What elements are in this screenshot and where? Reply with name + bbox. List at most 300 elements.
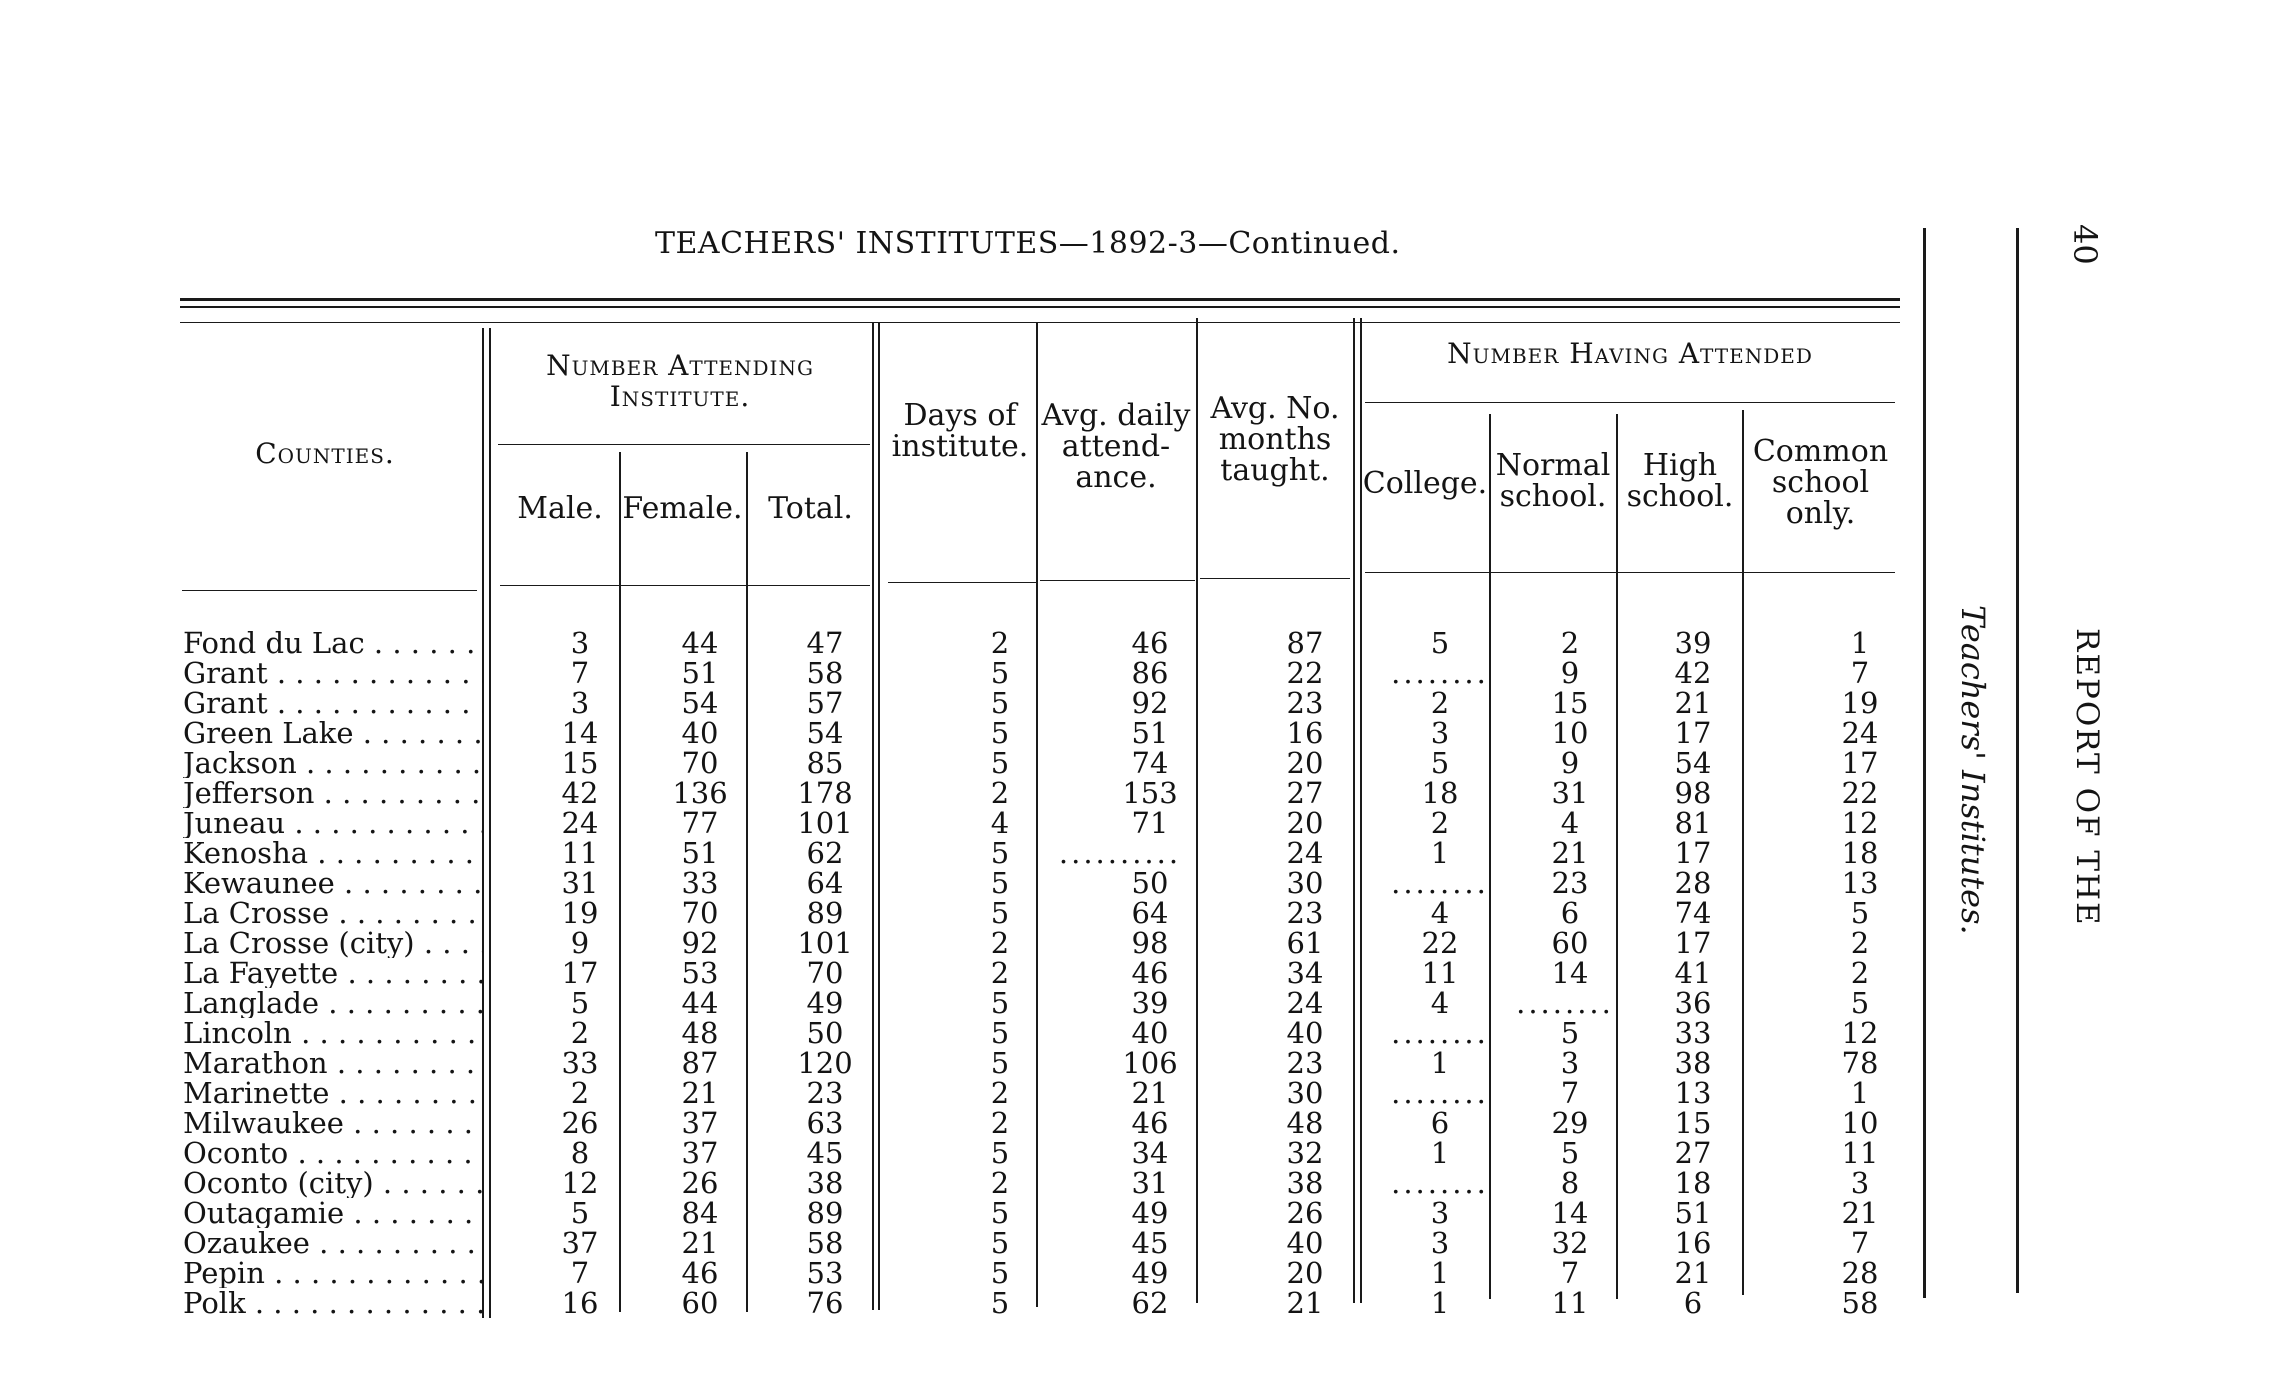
county-name: Marathon . . . (183, 1048, 483, 1078)
table-row (0, 778, 1920, 808)
page-number: 40 (2066, 224, 2104, 265)
avg-months-value: 48 (1286, 1106, 1324, 1140)
college-value: 3 (1430, 1226, 1450, 1260)
table-row (0, 718, 1920, 748)
common-value: 13 (1841, 866, 1879, 900)
female-value: 26 (681, 1166, 719, 1200)
college-value: ........ (1391, 866, 1489, 900)
high-value: 98 (1674, 776, 1712, 810)
avg-daily-value: 51 (1131, 716, 1169, 750)
common-value: 12 (1841, 806, 1879, 840)
total-header: Total. (768, 491, 853, 526)
table-row (0, 1078, 1920, 1108)
common-value: 7 (1850, 1226, 1870, 1260)
normal-value: 5 (1560, 1136, 1580, 1170)
female-value: 46 (681, 1256, 719, 1290)
college-value: 3 (1430, 716, 1450, 750)
college-value: 18 (1421, 776, 1459, 810)
college-value: 3 (1430, 1196, 1450, 1230)
avg-daily-value: 153 (1122, 776, 1178, 810)
county-name: Lincoln . . . (183, 1018, 483, 1048)
avg-months-value: 20 (1286, 1256, 1324, 1290)
table-row (0, 898, 1920, 928)
college-value: 2 (1430, 686, 1450, 720)
high-value: 21 (1674, 686, 1712, 720)
avg-daily-value: 40 (1131, 1016, 1169, 1050)
common-value: 2 (1850, 956, 1870, 990)
high-value: 36 (1674, 986, 1712, 1020)
high-value: 17 (1674, 926, 1712, 960)
total-value: 23 (806, 1076, 844, 1110)
avg-daily-value: 98 (1131, 926, 1169, 960)
county-name: Ozaukee . . . (183, 1228, 483, 1258)
days-value: 5 (990, 866, 1010, 900)
common-value: 1 (1850, 626, 1870, 660)
days-value: 5 (990, 716, 1010, 750)
high-value: 15 (1674, 1106, 1712, 1140)
days-value: 2 (990, 956, 1010, 990)
days-value: 5 (990, 896, 1010, 930)
table-row (0, 1048, 1920, 1078)
male-value: 31 (561, 866, 599, 900)
normal-header: Normal school. (1495, 448, 1611, 514)
days-value: 5 (990, 1046, 1010, 1080)
days-value: 5 (990, 1256, 1010, 1290)
female-value: 51 (681, 656, 719, 690)
college-value: 5 (1430, 746, 1450, 780)
common-value: 24 (1841, 716, 1879, 750)
avg-months-value: 24 (1286, 836, 1324, 870)
common-value: 78 (1841, 1046, 1879, 1080)
normal-value: 9 (1560, 746, 1580, 780)
county-name: La Fayette . . . (183, 958, 483, 988)
total-value: 89 (806, 1196, 844, 1230)
total-value: 85 (806, 746, 844, 780)
days-value: 2 (990, 776, 1010, 810)
male-value: 15 (561, 746, 599, 780)
common-value: 3 (1850, 1166, 1870, 1200)
section-running-head: Teachers' Institutes. (1954, 605, 1992, 935)
high-value: 6 (1683, 1286, 1703, 1320)
avg-months-value: 20 (1286, 746, 1324, 780)
normal-value: 15 (1551, 686, 1589, 720)
avg-months-value: 23 (1286, 686, 1324, 720)
avg-months-value: 16 (1286, 716, 1324, 750)
top-rule (180, 298, 1900, 301)
normal-value: 3 (1560, 1046, 1580, 1080)
table-row (0, 868, 1920, 898)
common-value: 1 (1850, 1076, 1870, 1110)
female-value: 136 (672, 776, 728, 810)
female-value: 87 (681, 1046, 719, 1080)
header-bottom-rule-months (1200, 578, 1350, 579)
county-name: Milwaukee . . . (183, 1108, 483, 1138)
attending-sub-rule (498, 444, 870, 445)
college-value: ........ (1391, 1016, 1489, 1050)
avg-months-value: 61 (1286, 926, 1324, 960)
avg-months-value: 24 (1286, 986, 1324, 1020)
common-value: 2 (1850, 926, 1870, 960)
total-value: 64 (806, 866, 844, 900)
normal-value: 2 (1560, 626, 1580, 660)
county-name: Pepin . . . (183, 1258, 483, 1288)
high-value: 27 (1674, 1136, 1712, 1170)
female-value: 37 (681, 1136, 719, 1170)
male-value: 11 (561, 836, 599, 870)
right-border-rule (1923, 228, 1926, 1298)
male-value: 16 (561, 1286, 599, 1320)
high-value: 28 (1674, 866, 1712, 900)
county-name: Kenosha . . . (183, 838, 483, 868)
avg-months-value: 27 (1286, 776, 1324, 810)
total-value: 45 (806, 1136, 844, 1170)
avg-months-value: 23 (1286, 1046, 1324, 1080)
high-value: 54 (1674, 746, 1712, 780)
normal-value: 14 (1551, 956, 1589, 990)
days-header: Days of institute. (891, 398, 1029, 464)
female-value: 60 (681, 1286, 719, 1320)
avg-daily-value: 46 (1131, 626, 1169, 660)
avg-daily-value: 34 (1131, 1136, 1169, 1170)
avg-daily-value: 86 (1131, 656, 1169, 690)
female-value: 92 (681, 926, 719, 960)
avg-daily-value: 46 (1131, 956, 1169, 990)
days-value: 2 (990, 1106, 1010, 1140)
male-value: 8 (570, 1136, 590, 1170)
normal-value: 11 (1551, 1286, 1589, 1320)
county-name: Langlade . . . (183, 988, 483, 1018)
days-value: 5 (990, 656, 1010, 690)
high-value: 39 (1674, 626, 1712, 660)
table-row (0, 1138, 1920, 1168)
female-value: 21 (681, 1226, 719, 1260)
normal-value: ........ (1516, 986, 1614, 1020)
common-value: 58 (1841, 1286, 1879, 1320)
college-value: 1 (1430, 836, 1450, 870)
avg-months-value: 23 (1286, 896, 1324, 930)
avg-daily-value: 62 (1131, 1286, 1169, 1320)
college-value: 2 (1430, 806, 1450, 840)
female-value: 48 (681, 1016, 719, 1050)
table-row (0, 1198, 1920, 1228)
avg-months-value: 34 (1286, 956, 1324, 990)
county-name: Fond du Lac . . . (183, 628, 483, 658)
high-value: 18 (1674, 1166, 1712, 1200)
county-name: Kewaunee . . . (183, 868, 483, 898)
county-name: Juneau . . . (183, 808, 483, 838)
college-value: 22 (1421, 926, 1459, 960)
avg-daily-value: 45 (1131, 1226, 1169, 1260)
table-row (0, 1288, 1920, 1318)
male-value: 26 (561, 1106, 599, 1140)
table-row (0, 1108, 1920, 1138)
days-value: 5 (990, 1196, 1010, 1230)
normal-value: 23 (1551, 866, 1589, 900)
days-value: 5 (990, 1286, 1010, 1320)
total-value: 58 (806, 1226, 844, 1260)
high-value: 81 (1674, 806, 1712, 840)
table-row (0, 1018, 1920, 1048)
college-value: 1 (1430, 1046, 1450, 1080)
avg-daily-value: 39 (1131, 986, 1169, 1020)
college-value: 1 (1430, 1136, 1450, 1170)
days-value: 5 (990, 836, 1010, 870)
county-name: Polk . . . (183, 1288, 483, 1318)
avg-daily-value: 21 (1131, 1076, 1169, 1110)
avg-months-header: Avg. No. months taught. (1210, 391, 1340, 488)
female-value: 51 (681, 836, 719, 870)
female-value: 77 (681, 806, 719, 840)
total-value: 70 (806, 956, 844, 990)
high-header: High school. (1626, 448, 1734, 514)
normal-value: 60 (1551, 926, 1589, 960)
male-value: 7 (570, 1256, 590, 1290)
avg-daily-header: Avg. daily attend-ance. (1041, 398, 1191, 495)
male-value: 17 (561, 956, 599, 990)
table-row (0, 958, 1920, 988)
normal-value: 29 (1551, 1106, 1589, 1140)
county-name: Oconto (city) . . . (183, 1168, 483, 1198)
college-value: 5 (1430, 626, 1450, 660)
normal-value: 32 (1551, 1226, 1589, 1260)
number-having-header: Number Having Attended (1447, 337, 1813, 370)
avg-daily-value: 31 (1131, 1166, 1169, 1200)
normal-value: 6 (1560, 896, 1580, 930)
high-value: 13 (1674, 1076, 1712, 1110)
college-value: 1 (1430, 1286, 1450, 1320)
avg-daily-value: 49 (1131, 1256, 1169, 1290)
total-value: 89 (806, 896, 844, 930)
high-value: 17 (1674, 836, 1712, 870)
male-value: 7 (570, 656, 590, 690)
avg-daily-value: .......... (1058, 836, 1182, 870)
college-value: 1 (1430, 1256, 1450, 1290)
table-row (0, 1228, 1920, 1258)
common-value: 10 (1841, 1106, 1879, 1140)
female-value: 53 (681, 956, 719, 990)
common-value: 21 (1841, 1196, 1879, 1230)
page-title: TEACHERS' INSTITUTES—1892-3—Continued. (655, 226, 1401, 261)
normal-value: 14 (1551, 1196, 1589, 1230)
days-value: 5 (990, 746, 1010, 780)
normal-value: 5 (1560, 1016, 1580, 1050)
female-value: 44 (681, 986, 719, 1020)
college-value: ........ (1391, 1166, 1489, 1200)
avg-months-value: 21 (1286, 1286, 1324, 1320)
total-value: 53 (806, 1256, 844, 1290)
female-value: 44 (681, 626, 719, 660)
total-value: 47 (806, 626, 844, 660)
days-value: 4 (990, 806, 1010, 840)
total-value: 101 (797, 806, 853, 840)
county-name: Jackson . . . (183, 748, 483, 778)
male-header: Male. (517, 491, 603, 526)
high-value: 38 (1674, 1046, 1712, 1080)
days-value: 5 (990, 986, 1010, 1020)
female-value: 40 (681, 716, 719, 750)
high-value: 74 (1674, 896, 1712, 930)
college-value: 6 (1430, 1106, 1450, 1140)
common-value: 5 (1850, 896, 1870, 930)
number-attending-header: Number Attending Institute. (546, 349, 814, 413)
avg-daily-value: 71 (1131, 806, 1169, 840)
avg-daily-value: 92 (1131, 686, 1169, 720)
common-value: 17 (1841, 746, 1879, 780)
female-value: 37 (681, 1106, 719, 1140)
report-running-head: REPORT OF THE (2069, 628, 2105, 927)
avg-daily-value: 46 (1131, 1106, 1169, 1140)
college-header: College. (1362, 466, 1488, 501)
male-value: 14 (561, 716, 599, 750)
common-value: 18 (1841, 836, 1879, 870)
county-name: Outagamie . . . (183, 1198, 483, 1228)
female-value: 33 (681, 866, 719, 900)
table-row (0, 1258, 1920, 1288)
total-value: 178 (797, 776, 853, 810)
male-value: 9 (570, 926, 590, 960)
male-value: 42 (561, 776, 599, 810)
table-row (0, 808, 1920, 838)
days-value: 2 (990, 1076, 1010, 1110)
male-value: 37 (561, 1226, 599, 1260)
table-row (0, 988, 1920, 1018)
high-value: 17 (1674, 716, 1712, 750)
avg-daily-value: 49 (1131, 1196, 1169, 1230)
outer-right-rule (2016, 228, 2019, 1293)
avg-months-value: 40 (1286, 1016, 1324, 1050)
normal-value: 10 (1551, 716, 1589, 750)
total-value: 62 (806, 836, 844, 870)
common-value: 7 (1850, 656, 1870, 690)
avg-daily-value: 64 (1131, 896, 1169, 930)
male-value: 3 (570, 626, 590, 660)
county-name: Grant . . . (183, 688, 483, 718)
common-value: 22 (1841, 776, 1879, 810)
table-row (0, 748, 1920, 778)
male-value: 3 (570, 686, 590, 720)
days-value: 2 (990, 926, 1010, 960)
total-value: 63 (806, 1106, 844, 1140)
avg-months-value: 30 (1286, 866, 1324, 900)
days-value: 2 (990, 626, 1010, 660)
female-value: 84 (681, 1196, 719, 1230)
normal-value: 7 (1560, 1076, 1580, 1110)
table-row (0, 658, 1920, 688)
female-header: Female. (622, 491, 743, 526)
avg-months-value: 87 (1286, 626, 1324, 660)
female-value: 70 (681, 896, 719, 930)
high-value: 41 (1674, 956, 1712, 990)
normal-value: 9 (1560, 656, 1580, 690)
male-value: 24 (561, 806, 599, 840)
county-name: Jefferson . . . (183, 778, 483, 808)
counties-header: Counties. (255, 437, 395, 470)
male-value: 12 (561, 1166, 599, 1200)
county-name: La Crosse . . . (183, 898, 483, 928)
total-value: 101 (797, 926, 853, 960)
college-value: 11 (1421, 956, 1459, 990)
county-name: Green Lake . . . (183, 718, 483, 748)
male-value: 5 (570, 986, 590, 1020)
total-value: 54 (806, 716, 844, 750)
common-value: 28 (1841, 1256, 1879, 1290)
header-bottom-rule-counties (182, 590, 477, 591)
normal-value: 7 (1560, 1256, 1580, 1290)
high-value: 33 (1674, 1016, 1712, 1050)
total-value: 38 (806, 1166, 844, 1200)
avg-months-value: 22 (1286, 656, 1324, 690)
top-rule-thin (180, 322, 1900, 323)
header-bottom-rule-days (888, 582, 1038, 583)
college-value: ........ (1391, 1076, 1489, 1110)
total-value: 58 (806, 656, 844, 690)
table-row (0, 928, 1920, 958)
county-name: Grant . . . (183, 658, 483, 688)
having-sub-rule (1365, 402, 1895, 403)
male-value: 5 (570, 1196, 590, 1230)
days-value: 5 (990, 686, 1010, 720)
male-value: 2 (570, 1016, 590, 1050)
college-value: ........ (1391, 656, 1489, 690)
common-value: 12 (1841, 1016, 1879, 1050)
avg-daily-value: 50 (1131, 866, 1169, 900)
female-value: 70 (681, 746, 719, 780)
table-row (0, 838, 1920, 868)
male-value: 33 (561, 1046, 599, 1080)
days-value: 5 (990, 1016, 1010, 1050)
header-bottom-rule-attending (500, 585, 870, 586)
header-bottom-rule-avg (1040, 580, 1195, 581)
high-value: 42 (1674, 656, 1712, 690)
normal-value: 31 (1551, 776, 1589, 810)
female-value: 54 (681, 686, 719, 720)
normal-value: 21 (1551, 836, 1589, 870)
college-value: 4 (1430, 896, 1450, 930)
avg-months-value: 32 (1286, 1136, 1324, 1170)
days-value: 5 (990, 1226, 1010, 1260)
avg-daily-value: 106 (1122, 1046, 1178, 1080)
days-value: 2 (990, 1166, 1010, 1200)
table-row (0, 688, 1920, 718)
male-value: 19 (561, 896, 599, 930)
avg-months-value: 30 (1286, 1076, 1324, 1110)
high-value: 21 (1674, 1256, 1712, 1290)
county-name: Oconto . . . (183, 1138, 483, 1168)
common-header: Common school only. (1752, 434, 1889, 531)
county-name: Marinette . . . (183, 1078, 483, 1108)
avg-months-value: 40 (1286, 1226, 1324, 1260)
table-row (0, 1168, 1920, 1198)
female-value: 21 (681, 1076, 719, 1110)
total-value: 50 (806, 1016, 844, 1050)
normal-value: 4 (1560, 806, 1580, 840)
header-bottom-rule-having (1365, 572, 1895, 573)
avg-daily-value: 74 (1131, 746, 1169, 780)
common-value: 5 (1850, 986, 1870, 1020)
total-value: 57 (806, 686, 844, 720)
total-value: 49 (806, 986, 844, 1020)
high-value: 16 (1674, 1226, 1712, 1260)
common-value: 19 (1841, 686, 1879, 720)
normal-value: 8 (1560, 1166, 1580, 1200)
high-value: 51 (1674, 1196, 1712, 1230)
table-row (0, 628, 1920, 658)
total-value: 76 (806, 1286, 844, 1320)
avg-months-value: 20 (1286, 806, 1324, 840)
avg-months-value: 26 (1286, 1196, 1324, 1230)
top-rule-inner (180, 306, 1900, 308)
common-value: 11 (1841, 1136, 1879, 1170)
